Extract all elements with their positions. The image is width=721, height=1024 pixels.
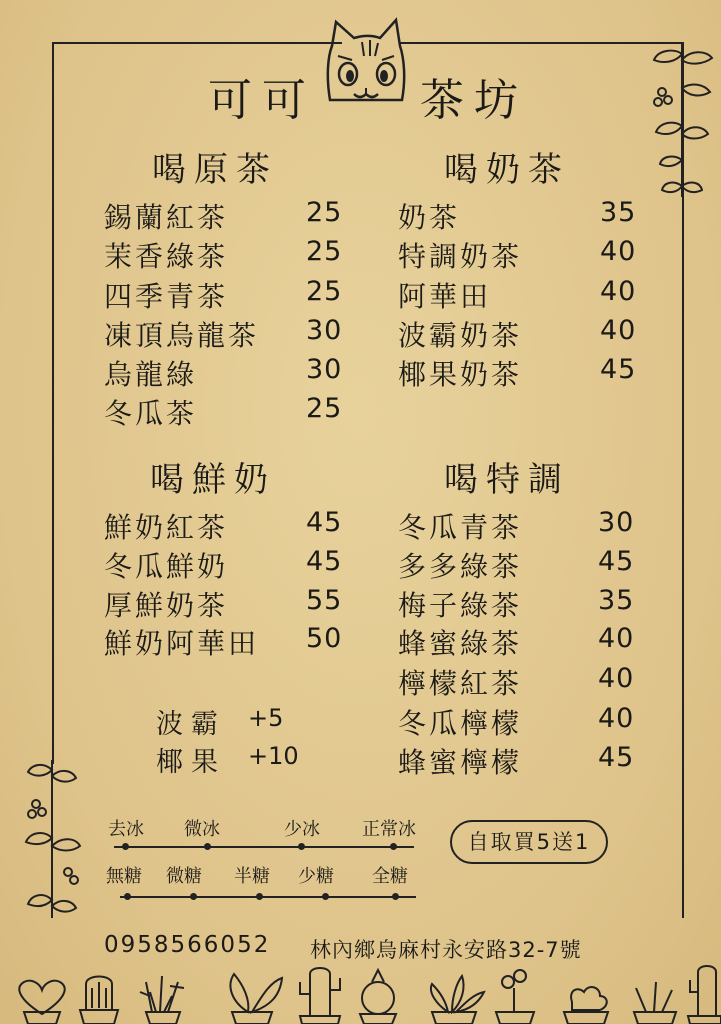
section-title-fresh-milk: 喝鮮奶 xyxy=(150,460,276,500)
cat-face-icon xyxy=(322,16,408,108)
frame-left-line xyxy=(52,42,54,764)
menu-item-price: 45 xyxy=(306,546,343,577)
frame-top-right-line xyxy=(400,42,682,44)
menu-item-price: 40 xyxy=(598,703,635,734)
shop-name-left: 可可 xyxy=(208,75,316,126)
menu-item-price: 40 xyxy=(600,236,637,267)
ice-option: 去冰 xyxy=(108,819,144,840)
shop-address: 林內鄉烏麻村永安路32-7號 xyxy=(310,938,582,962)
addon-price: +5 xyxy=(248,704,284,732)
menu-item-price: 30 xyxy=(306,354,343,385)
menu-item-price: 45 xyxy=(306,507,343,538)
menu-item-price: 45 xyxy=(600,354,637,385)
ice-scale-line xyxy=(114,846,414,848)
sugar-scale-dot xyxy=(124,893,131,900)
menu-item-name: 烏龍綠 xyxy=(104,358,198,391)
sugar-option: 微糖 xyxy=(166,866,202,887)
menu-item-name: 厚鮮奶茶 xyxy=(104,589,229,622)
sugar-option: 少糖 xyxy=(298,866,334,887)
ice-scale-dot xyxy=(298,843,305,850)
menu-item-name: 冬瓜檸檬 xyxy=(398,707,523,740)
menu-item-name: 錫蘭紅茶 xyxy=(104,201,229,234)
menu-item-price: 40 xyxy=(598,623,635,654)
ice-option: 正常冰 xyxy=(362,819,416,840)
ice-option: 微冰 xyxy=(184,819,220,840)
sugar-scale-line xyxy=(120,896,416,898)
menu-item-name: 多多綠茶 xyxy=(398,550,523,583)
section-title-special: 喝特調 xyxy=(444,460,570,500)
menu-item-price: 30 xyxy=(598,507,635,538)
menu-item-price: 35 xyxy=(598,585,635,616)
sugar-option: 半糖 xyxy=(234,866,270,887)
section-title-milk-tea: 喝奶茶 xyxy=(444,150,570,190)
menu-item-name: 四季青茶 xyxy=(104,280,229,313)
phone-number: 0958566052 xyxy=(104,932,271,958)
vine-left-decoration-icon xyxy=(16,760,86,920)
addon-name: 椰果 xyxy=(156,747,226,778)
potted-plants-decoration-icon xyxy=(0,962,721,1024)
menu-item-price: 30 xyxy=(306,315,343,346)
ice-scale-dot xyxy=(204,843,211,850)
ice-option: 少冰 xyxy=(284,819,320,840)
menu-item-name: 波霸奶茶 xyxy=(398,319,523,352)
menu-item-name: 冬瓜茶 xyxy=(104,397,198,430)
menu-item-price: 40 xyxy=(600,315,637,346)
menu-item-price: 55 xyxy=(306,585,343,616)
menu-item-name: 鮮奶紅茶 xyxy=(104,511,229,544)
menu-item-price: 45 xyxy=(598,546,635,577)
sugar-scale-dot xyxy=(256,893,263,900)
menu-item-name: 冬瓜鮮奶 xyxy=(104,550,229,583)
sugar-scale-dot xyxy=(190,893,197,900)
frame-top-left-line xyxy=(52,42,342,44)
menu-item-name: 蜂蜜綠茶 xyxy=(398,627,523,660)
addon-price: +10 xyxy=(248,742,299,770)
menu-item-name: 梅子綠茶 xyxy=(398,589,523,622)
menu-item-name: 檸檬紅茶 xyxy=(398,667,523,700)
promo-badge: 自取買5送1 xyxy=(450,820,608,864)
menu-item-name: 特調奶茶 xyxy=(398,240,523,273)
menu-item-name: 凍頂烏龍茶 xyxy=(104,319,260,352)
menu-item-name: 冬瓜青茶 xyxy=(398,511,523,544)
menu-item-price: 25 xyxy=(306,236,343,267)
vine-decoration-icon xyxy=(646,42,716,202)
menu-item-price: 45 xyxy=(598,742,635,773)
sugar-scale-dot xyxy=(392,893,399,900)
addon-name: 波霸 xyxy=(156,709,226,740)
shop-name-right: 茶坊 xyxy=(420,75,528,126)
menu-item-name: 奶茶 xyxy=(398,201,461,234)
menu-item-name: 茉香綠茶 xyxy=(104,240,229,273)
sugar-scale-dot xyxy=(322,893,329,900)
menu-item-price: 50 xyxy=(306,623,343,654)
menu-item-price: 25 xyxy=(306,276,343,307)
menu-item-price: 25 xyxy=(306,393,343,424)
menu-item-price: 40 xyxy=(600,276,637,307)
sugar-option: 全糖 xyxy=(372,866,408,887)
sugar-option: 無糖 xyxy=(106,866,142,887)
section-title-original-tea: 喝原茶 xyxy=(152,150,278,190)
menu-item-name: 阿華田 xyxy=(398,280,492,313)
menu-item-name: 蜂蜜檸檬 xyxy=(398,746,523,779)
menu-item-price: 40 xyxy=(598,663,635,694)
menu-item-name: 椰果奶茶 xyxy=(398,358,523,391)
menu-item-price: 35 xyxy=(600,197,637,228)
menu-item-name: 鮮奶阿華田 xyxy=(104,627,260,660)
ice-scale-dot xyxy=(122,843,129,850)
ice-scale-dot xyxy=(390,843,397,850)
menu-item-price: 25 xyxy=(306,197,343,228)
